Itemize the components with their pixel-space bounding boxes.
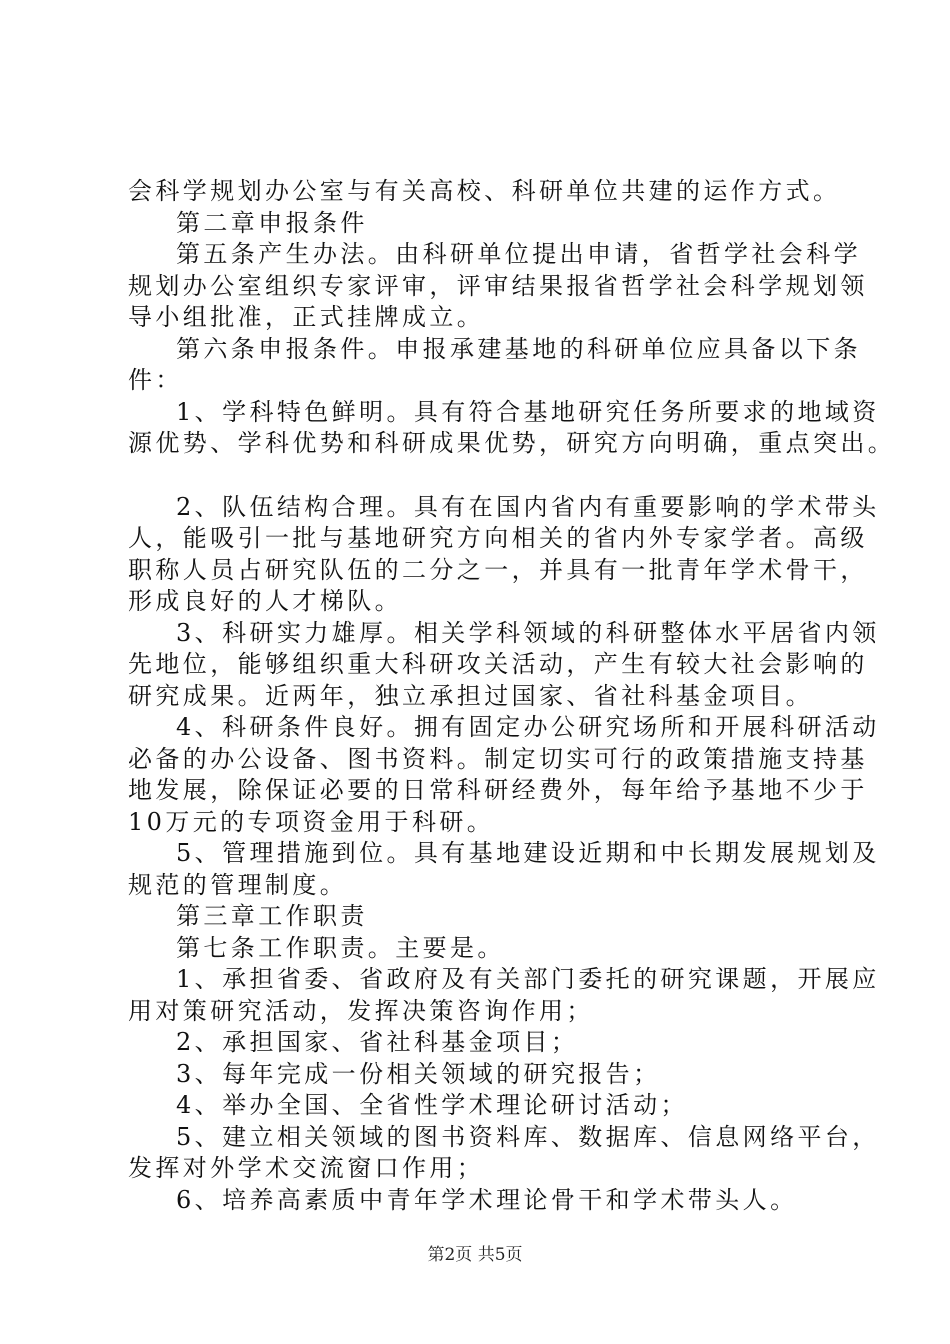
text-line: 2、队伍结构合理。具有在国内省内有重要影响的学术带头 [176,492,880,521]
text-line: 职称人员占研究队伍的二分之一，并具有一批青年学术骨干， [128,555,868,584]
text-line: 3、科研实力雄厚。相关学科领域的科研整体水平居省内领 [176,618,880,647]
text-line: 第五条产生办法。由科研单位提出申请，省哲学社会科学 [176,240,861,268]
text-line: 6、培养高素质中青年学术理论骨干和学术带头人。 [176,1185,798,1214]
text-line: 会科学规划办公室与有关高校、科研单位共建的运作方式。 [128,177,841,205]
text-line: 规范的管理制度。 [128,870,348,899]
text-line: 4、科研条件良好。拥有固定办公研究场所和开展科研活动 [176,713,880,741]
text-line: 第七条工作职责。主要是。 [176,933,505,962]
text-line: 5、建立相关领域的图书资料库、数据库、信息网络平台， [176,1122,880,1151]
text-line: 1、学科特色鲜明。具有符合基地研究任务所要求的地域资 [176,397,880,426]
text-line: 形成良好的人才梯队。 [128,587,402,615]
text-line: 必备的办公设备、图书资料。制定切实可行的政策措施支持基 [128,744,868,773]
text-line: 导小组批准，正式挂牌成立。 [128,303,485,331]
text-line: 研究成果。近两年，独立承担过国家、省社科基金项目。 [128,681,813,710]
text-line: 人，能吸引一批与基地研究方向相关的省内外专家学者。高级 [128,524,868,552]
body-text [128,176,896,1216]
chapter-heading: 第三章工作职责 [176,902,368,930]
text-line: 5、管理措施到位。具有基地建设近期和中长期发展规划及 [176,839,880,867]
text-line: 先地位，能够组织重大科研攻关活动，产生有较大社会影响的 [128,650,868,678]
text-line: 4、举办全国、全省性学术理论研讨活动； [176,1091,688,1119]
text-line: 用对策研究活动，发挥决策咨询作用； [128,996,594,1025]
text-line: 10万元的专项资金用于科研。 [128,807,495,836]
text-line: 规划办公室组织专家评审，评审结果报省哲学社会科学规划领 [128,271,868,300]
text-line: 发挥对外学术交流窗口作用； [128,1154,485,1182]
text-line: 3、每年完成一份相关领域的研究报告； [176,1059,661,1088]
text-line: 源优势、学科优势和科研成果优势，研究方向明确，重点突出。 [128,429,896,457]
text-line: 2、承担国家、省社科基金项目； [176,1028,579,1056]
text-line: 第六条申报条件。申报承建基地的科研单位应具备以下条 [176,334,861,363]
chapter-heading: 第二章申报条件 [176,208,368,237]
text-line: 件： [128,366,183,394]
text-line: 1、承担省委、省政府及有关部门委托的研究课题，开展应 [176,965,880,993]
page-footer: 第2页 共5页 [427,1245,523,1265]
paragraph-gap [128,460,840,492]
text-line: 地发展，除保证必要的日常科研经费外，每年给予基地不少于 [128,776,868,804]
